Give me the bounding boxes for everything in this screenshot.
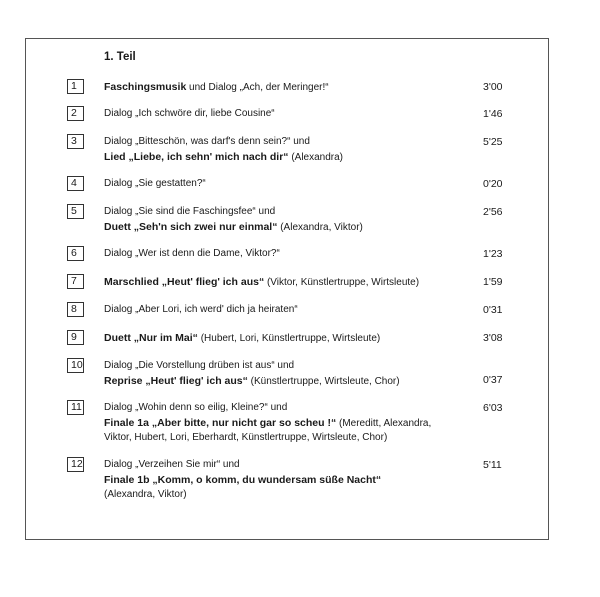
track-performers: (Viktor, Künstlertruppe, Wirtsleute) bbox=[264, 277, 420, 288]
track-number: 2 bbox=[67, 106, 84, 121]
track-duration: 2'56 bbox=[483, 206, 503, 218]
track-text: und Dialog „Ach, der Meringer!“ bbox=[186, 82, 329, 93]
track-performers: Viktor, Hubert, Lori, Eberhardt, Künstlertruppe, Wirtsleute, Chor) bbox=[104, 432, 388, 443]
track-text: Dialog „Wer ist denn die Dame, Viktor?“ bbox=[104, 248, 280, 259]
track-number: 8 bbox=[67, 302, 84, 317]
track-description bbox=[104, 359, 474, 389]
track-description bbox=[104, 177, 474, 192]
track-performers: (Alexandra) bbox=[288, 151, 344, 163]
track-description bbox=[104, 135, 474, 165]
track-text: Dialog „Sie sind die Faschingsfee“ und bbox=[104, 206, 276, 217]
track-text: Dialog „Wohin denn so eilig, Kleine?“ und bbox=[104, 402, 288, 413]
track-duration: 5'11 bbox=[483, 459, 502, 471]
track-title: Finale 1b „Komm, o komm, du wundersam süße Nacht“ bbox=[104, 473, 382, 486]
track-number: 10 bbox=[67, 358, 84, 373]
track-description bbox=[104, 247, 474, 262]
track-performers: (Künstlertruppe, Wirtsleute, Chor) bbox=[247, 375, 400, 387]
track-performers: (Alexandra, Viktor) bbox=[277, 221, 363, 233]
track-performers: (Mereditt, Alexandra, bbox=[336, 417, 432, 429]
track-title: Reprise „Heut' flieg' ich aus“ bbox=[104, 374, 248, 387]
track-title: Duett „Nur im Mai“ bbox=[104, 332, 198, 344]
track-duration: 3'08 bbox=[483, 332, 503, 344]
track-description bbox=[104, 275, 474, 291]
track-description bbox=[104, 205, 474, 235]
track-text: Dialog „Aber Lori, ich werd' dich ja heiraten“ bbox=[104, 304, 298, 315]
track-title: Finale 1a „Aber bitte, nur nicht gar so scheu !“ bbox=[104, 416, 337, 429]
track-description bbox=[104, 107, 474, 122]
track-title: Faschingsmusik bbox=[104, 81, 187, 93]
track-text: Dialog „Ich schwöre dir, liebe Cousine“ bbox=[104, 108, 275, 119]
track-duration: 0'20 bbox=[483, 178, 503, 190]
track-text: Dialog „Sie gestatten?“ bbox=[104, 178, 206, 189]
track-description bbox=[104, 458, 474, 503]
track-title: Duett „Seh'n sich zwei nur einmal“ bbox=[104, 220, 278, 233]
track-duration: 6'03 bbox=[483, 402, 503, 414]
track-performers: (Alexandra, Viktor) bbox=[104, 489, 187, 500]
track-number: 4 bbox=[67, 176, 84, 191]
track-number: 11 bbox=[67, 400, 84, 415]
track-number: 1 bbox=[67, 79, 84, 94]
track-title: Marschlied „Heut' flieg' ich aus“ bbox=[104, 276, 265, 288]
track-duration: 5'25 bbox=[483, 136, 503, 148]
track-performers: (Hubert, Lori, Künstlertruppe, Wirtsleute) bbox=[197, 333, 381, 344]
track-duration: 3'00 bbox=[483, 81, 503, 93]
track-description bbox=[104, 303, 474, 318]
section-title: 1. Teil bbox=[104, 51, 136, 63]
track-duration: 0'37 bbox=[483, 374, 503, 386]
track-text: Dialog „Verzeihen Sie mir“ und bbox=[104, 459, 240, 470]
track-description bbox=[104, 80, 474, 96]
track-number: 7 bbox=[67, 274, 84, 289]
track-duration: 1'59 bbox=[483, 276, 503, 288]
track-duration: 0'31 bbox=[483, 304, 503, 316]
track-duration: 1'46 bbox=[483, 108, 503, 120]
track-number: 5 bbox=[67, 204, 84, 219]
track-number: 3 bbox=[67, 134, 84, 149]
track-number: 6 bbox=[67, 246, 84, 261]
track-text: Dialog „Die Vorstellung drüben ist aus“ und bbox=[104, 360, 295, 371]
track-description bbox=[104, 331, 474, 347]
track-title: Lied „Liebe, ich sehn' mich nach dir“ bbox=[104, 150, 289, 163]
track-number: 9 bbox=[67, 330, 84, 345]
track-number: 12 bbox=[67, 457, 84, 472]
track-duration: 1'23 bbox=[483, 248, 503, 260]
track-description bbox=[104, 401, 474, 446]
track-text: Dialog „Bitteschön, was darf's denn sein?“ und bbox=[104, 136, 310, 147]
